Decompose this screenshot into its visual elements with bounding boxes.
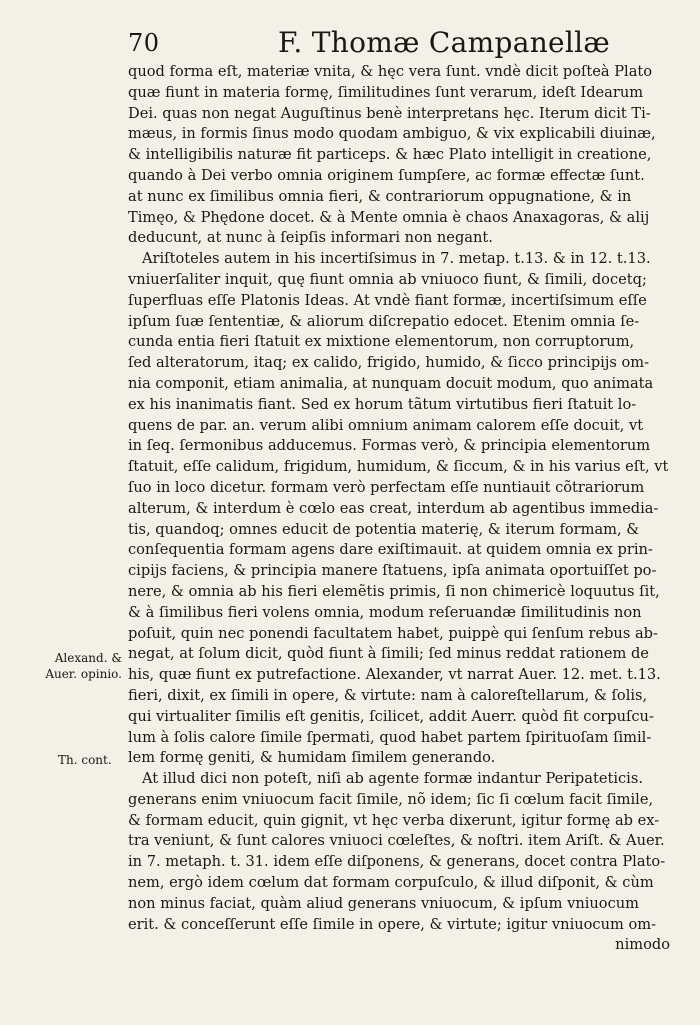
page-header (128, 28, 668, 62)
text-line: in 7. metaph. t. 31. idem eſſe diſponens, & generans, docet contra Plato- (128, 853, 666, 871)
text-line: in ſeq. ſermonibus adducemus. Formas verò, & principia elementorum (128, 437, 651, 455)
text-line: at nunc ex ſimilibus omnia fieri, & contrariorum oppugnatione, & in (128, 187, 632, 205)
text-line: nem, ergò idem cœlum dat formam corpuſculo, & illud diſponit, & cùm (128, 874, 654, 892)
text-line: ipſum ſuæ ſententiæ, & aliorum diſcrepatio edocet. Etenim omnia ſe- (128, 312, 640, 330)
text-line: non minus faciat, quàm aliud generans vniuocum, & ipſum vniuocum (128, 894, 640, 912)
text-line: ſuo in loco dicetur. formam verò perfectam eſſe nuntiauit cõtrariorum (128, 478, 645, 496)
text-line: ex his inanimatis fiant. Sed ex horum tãtum virtutibus fieri ſtatuit lo- (128, 395, 637, 413)
text-line: quod forma eſt, materiæ vnita, & hęc vera ſunt. vndè dicit poſteà Plato (128, 63, 653, 80)
text-line: lum à ſolis calore ſimile ſpermati, quod habet partem ſpirituoſam ſimil- (128, 728, 652, 746)
page-number: 70 (128, 29, 160, 57)
text-line: quens de par. an. verum alibi omnium animam calorem eſſe docuit, vt (128, 416, 644, 434)
text-line: & formam educit, quin gignit, vt hęc verba dixerunt, igitur formę ab ex- (128, 811, 660, 829)
text-line: nimodo (615, 936, 670, 954)
text-line: Ariſtoteles autem in his incertiſsimus in 7. metap. t.13. & in 12. t.13. (142, 250, 651, 268)
text-line: mæus, in formis ſinus modo quodam ambiguo, & vix explicabili diuinæ, (128, 125, 656, 143)
text-line: fieri, dixit, ex ſimili in opere, & virtute: nam à caloreſtellarum, & ſolis, (128, 686, 648, 704)
text-line: Dei. quas non negat Auguſtinus benè interpretans hęc. Iterum dicit Ti- (128, 104, 651, 122)
text-line: nia componit, etiam animalia, at nunquam docuit modum, quo animata (128, 374, 654, 392)
text-line: poſuit, quin nec ponendi facultatem habet, puippè qui ſenſum rebus ab- (128, 624, 658, 642)
text-line: At illud dici non poteſt, niſi ab agente formæ indantur Peripateticis. (142, 770, 643, 788)
text-line: cipijs faciens, & principia manere ſtatuens, ipſa animata oportuiſſet po- (128, 562, 657, 580)
text-line: vniuerſaliter inquit, quę fiunt omnia ab vniuoco fiunt, & ſimili, docetq; (128, 270, 647, 288)
text-line: ſtatuit, eſſe calidum, frigidum, humidum, & ſiccum, & in his varius eſt, vt (128, 458, 669, 476)
margin-note-line: Alexand. & (54, 651, 122, 665)
text-line: quando à Dei verbo omnia originem ſumpſere, ac formæ effectæ ſunt. (128, 166, 645, 184)
text-line: ſuperfluas eſſe Platonis Ideas. At vndè fiant formæ, incertiſsimum eſſe (128, 291, 647, 309)
text-line: nere, & omnia ab his fieri elemẽtis primis, ſi non chimericè loquutus ſit, (128, 582, 660, 600)
text-line: Timęo, & Phędone docet. & à Mente omnia è chaos Anaxagoras, & alij (128, 208, 650, 226)
text-line: & à ſimilibus fieri volens omnia, modum reſeruandæ ſimilitudinis non (128, 603, 642, 621)
text-line: tra veniunt, & ſunt calores vniuoci cœleſtes, & noſtri. item Ariſt. & Auer. (128, 832, 665, 850)
body-text (128, 62, 670, 956)
margin-note-line: Auer. opinio. (45, 667, 122, 681)
running-head: F. Thomæ Campanellæ (278, 26, 611, 59)
text-line: erit. & conceſſerunt eſſe ſimile in opere, & virtute; igitur vniuocum om- (128, 915, 657, 933)
text-line: cunda entia fieri ſtatuit ex mixtione elementorum, non corruptorum, (128, 333, 635, 351)
text-line: conſequentia formam agens dare exiſtimauit. at quidem omnia ex prin- (128, 541, 653, 559)
text-line: his, quæ fiunt ex putrefactione. Alexander, vt narrat Auer. 12. met. t.13. (128, 666, 661, 684)
text-line: alterum, & interdum è cœlo eas creat, interdum ab agentibus immedia- (128, 499, 659, 517)
text-line: lem formę geniti, & humidam ſimilem generando. (128, 749, 496, 767)
text-line: quæ fiunt in materia formę, ſimilitudines ſunt verarum, ideſt Idearum (128, 83, 644, 101)
text-line: deducunt, at nunc à ſeipſis informari non negant. (128, 229, 493, 247)
text-line: tis, quandoq; omnes educit de potentia materię, & iterum formam, & (128, 520, 640, 538)
text-line: ſed alteratorum, itaq; ex calido, frigido, humido, & ſicco principijs om- (128, 354, 650, 372)
text-line: negat, at ſolum dicit, quòd fiunt à ſimili; ſed minus reddat rationem de (128, 645, 649, 663)
text-line: qui virtualiter ſimilis eſt genitis, ſcilicet, addit Auerr. quòd fit corpuſcu- (128, 707, 654, 725)
margin-note-alexander (22, 650, 122, 682)
margin-note-contra (58, 752, 158, 768)
text-line: & intelligibilis naturæ fit particeps. & hæc Plato intelligit in creatione, (128, 146, 652, 164)
text-line: generans enim vniuocum facit ſimile, nõ idem; ſic ſi cœlum facit ſimile, (128, 790, 654, 808)
margin-note-line: Th. cont. (58, 753, 112, 767)
